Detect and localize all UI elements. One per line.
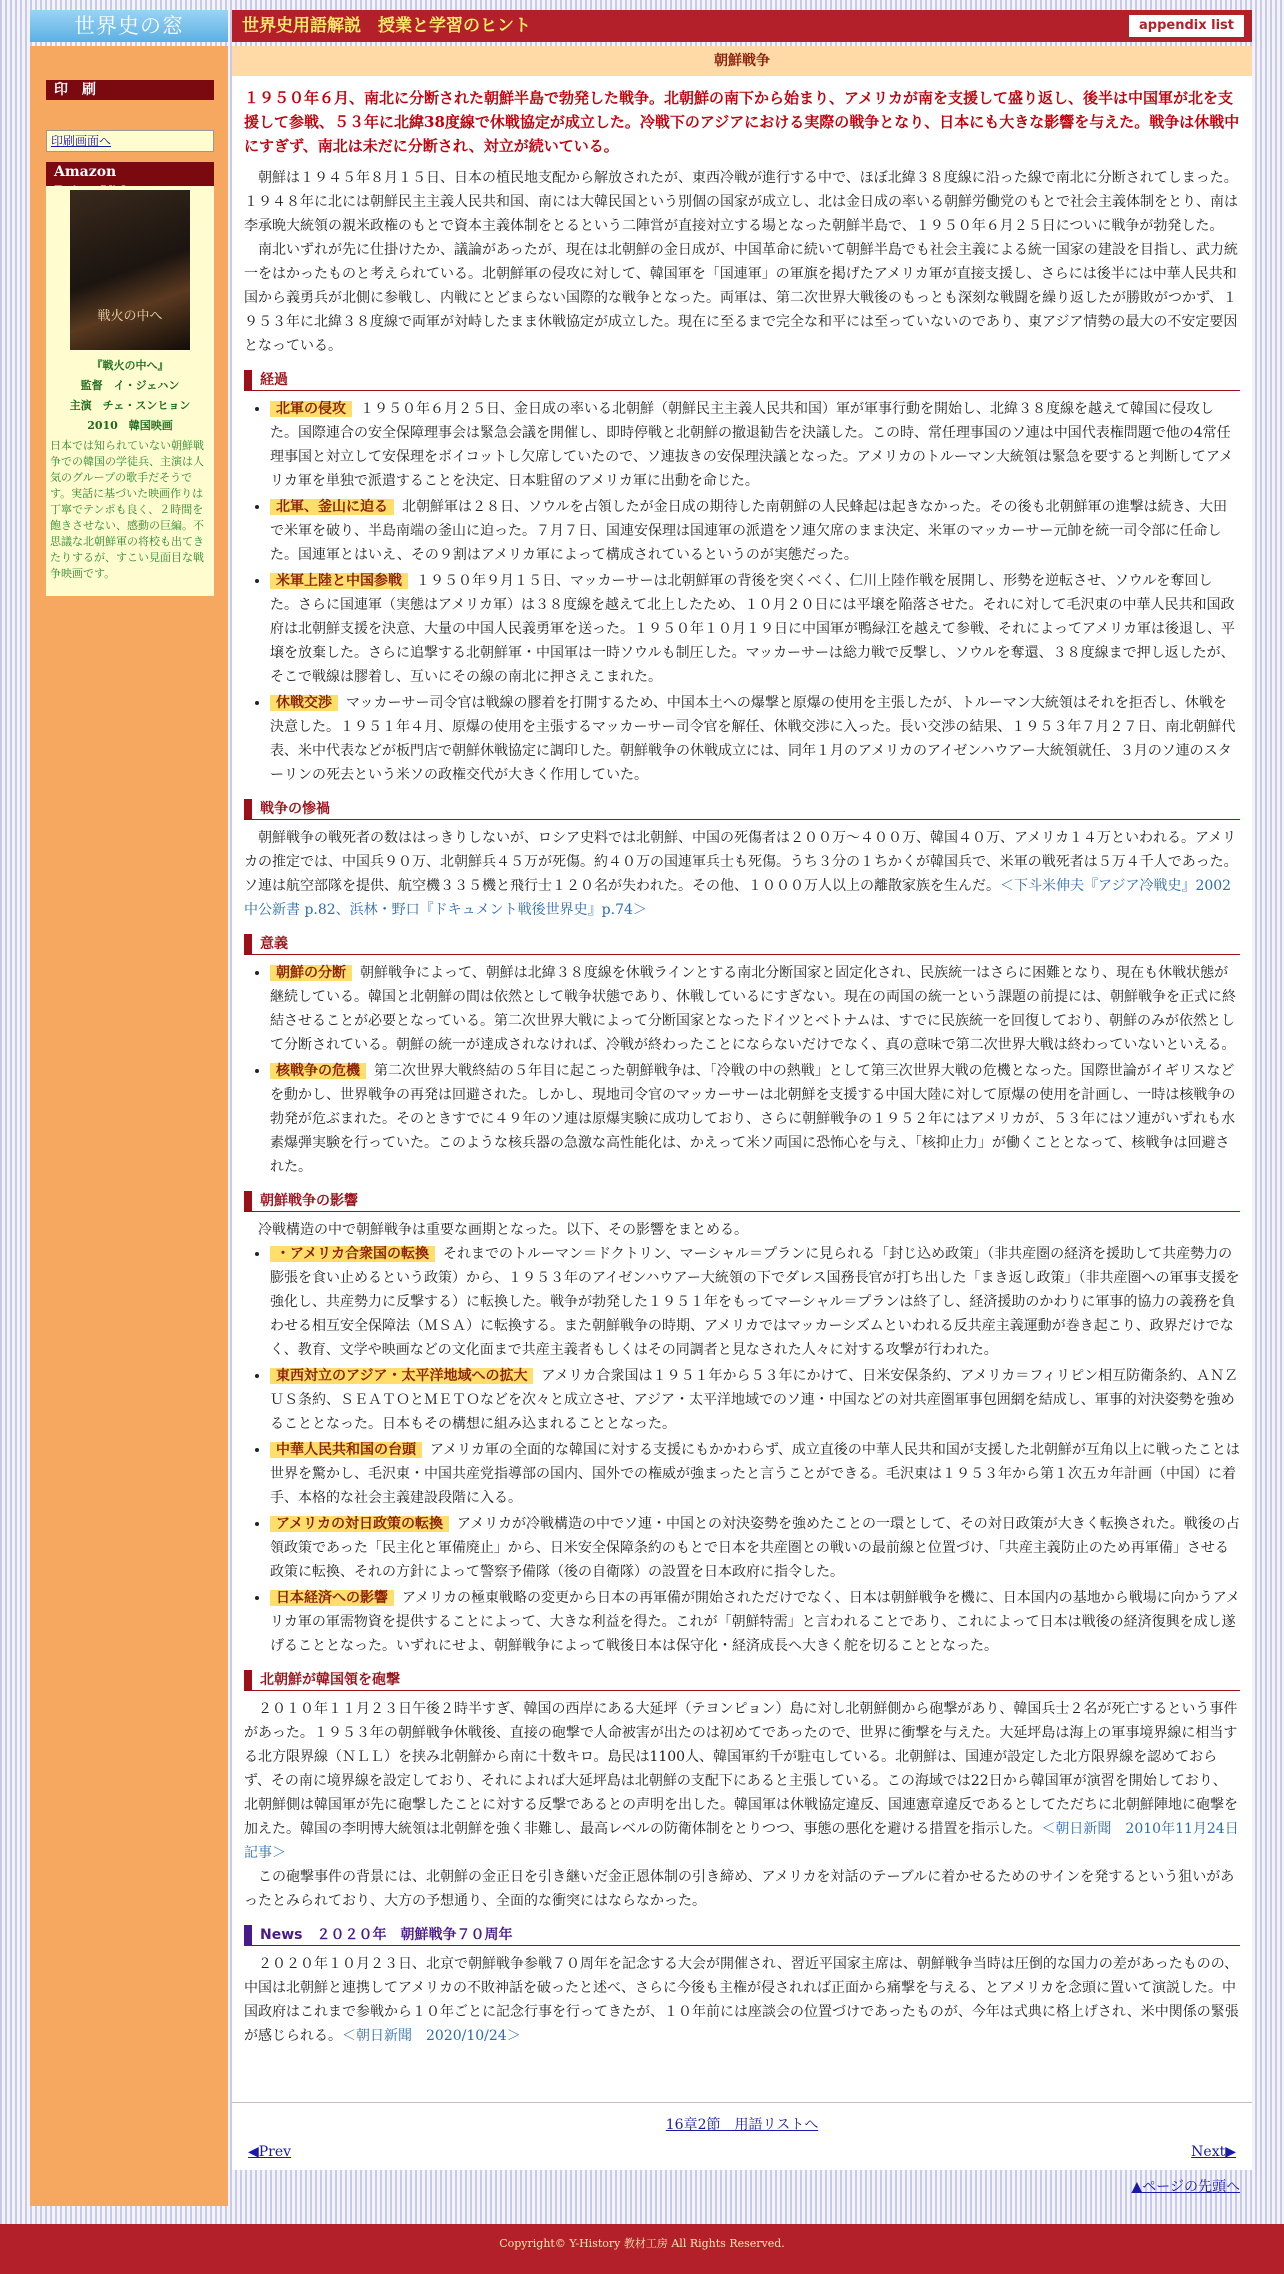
divider [232, 2102, 1252, 2103]
news-text: ２０２０年１０月２３日、北京で朝鮮戦争参戦７０周年を記念する大会が開催され、習近平国家主席は、朝鮮戦争当時は圧倒的な国力の差があったものの、中国は北朝鮮と連携してアメリカの不敗神話を破ったと述べ、さらに今後も主権が侵されれば正面から痛撃を与える、とアメリカを念頭に置いて演説した。中国政府はこれまで参戦から１０年ごとに記念行事を行ってきたが、１０年前には座談会の位置づけであったものが、今年は式典に格上げされ、米中関係の緊張が感じられる。 [244, 1956, 1239, 2044]
item-tag: 核戦争の危機 [270, 1063, 366, 1079]
list-item [270, 961, 1240, 1057]
misery-paragraph [244, 826, 1240, 922]
shelling-paragraph-2: この砲撃事件の背景には、北朝鮮の金正日を引き継いだ金正恩体制の引き締め、アメリカを対話のテーブルに着かせるためのサインを発するという狙いがあったとみられており、大方の予想通り、全面的な衝突にはならなかった。 [244, 1869, 1235, 1909]
item-tag: アメリカの対日政策の転換 [270, 1516, 449, 1532]
item-tag: ・アメリカ合衆国の転換 [270, 1246, 435, 1262]
shelling-citation: ＜朝日新聞 2010年11月24日記事＞ [244, 1821, 1239, 1861]
news-citation: ＜朝日新聞 2020/10/24＞ [342, 2028, 521, 2044]
main-content [232, 46, 1252, 2170]
list-item [270, 1438, 1240, 1510]
news-paragraph [244, 1952, 1240, 2048]
footer: Copyright© Y-History 教材工房 All Rights Reserved. [0, 2224, 1284, 2274]
print-link[interactable] [46, 130, 214, 152]
heading-course: 経過 [244, 370, 1240, 391]
item-text: １９５０年６月２５日、金日成の率いる北朝鮮（朝鮮民主主義人民共和国）軍が軍事行動を開始し、北緯３８度線を越えて韓国に侵攻した。国際連合の安全保障理事会は緊急会議を開催し、即時停戦と北朝鮮の撤退勧告を決議した。この時、常任理事国のソ連は中国代表権問題で他の4常任理事国と対立して安保理をボイコットし欠席していたので、ソ連抜きの安保理決議となった。アメリカのトルーマン大統領は緊急を要すると判断してアメリカ軍を単独で派遣することを決定、日本駐留のアメリカ軍に出動を命じた。 [270, 401, 1234, 489]
list-item [270, 495, 1240, 567]
impact-lead: 冷戦構造の中で朝鮮戦争は重要な画期となった。以下、その影響をまとめる。 [258, 1222, 748, 1238]
heading-news: News ２０２０年 朝鮮戦争７０周年 [244, 1925, 1240, 1946]
print-heading: 印 刷 [46, 80, 214, 100]
item-tag: 北軍の侵攻 [270, 401, 352, 417]
movie-info [46, 356, 214, 436]
item-tag: 北軍、釜山に迫る [270, 499, 394, 515]
next-link[interactable]: Next▶ [1191, 2144, 1236, 2160]
item-tag: 東西対立のアジア・太平洋地域への拡大 [270, 1368, 533, 1384]
movie-description: 日本では知られていない朝鮮戦争での韓国の学徒兵、主演は人気のグループの歌手だそうです。実話に基づいた映画作りは丁寧でテンポも良く、２時間を飽きさせない、感動の巨編。不思議な北朝鮮軍の将校も出てきたりするが、すこい見面目な戦争映画です。 [50, 439, 204, 580]
item-text: 北朝鮮軍は２８日、ソウルを占領したが金日成の期待した南朝鮮の人民蜂起は起きなかった。その後も北朝鮮軍の進撃は続き、大田で米軍を破り、半島南端の釜山に迫った。７月７日、国連安保理は国連軍の派遣をソ連欠席のまま決定、米軍のマッカーサー元帥を統一司令部に任命した。国連軍とはいえ、その９割はアメリカ軍によって構成されているというのが実態だった。 [270, 499, 1228, 563]
heading-impact: 朝鮮戦争の影響 [244, 1191, 1240, 1212]
list-item [270, 691, 1240, 787]
movie-director: 監督 イ・ジェハン [80, 379, 180, 392]
page-top-link-row [232, 2176, 1252, 2196]
heading-shelling: 北朝鮮が韓国領を砲撃 [244, 1670, 1240, 1691]
item-tag: 朝鮮の分断 [270, 965, 352, 981]
course-list [244, 397, 1240, 787]
item-text: １９５０年９月１５日、マッカーサーは北朝鮮軍の背後を突くべく、仁川上陸作戦を展開し、形勢を逆転させ、ソウルを奪回した。さらに国連軍（実態はアメリカ軍）は３８度線を越えて北上したため、１０月２０日には平壌を陥落させた。それに対して毛沢東の中華人民共和国政府は北朝鮮支援を決意、大量の中国人民義勇軍を送った。１９５０年１０月１９日に中国軍が鴨緑江を越えて参戦、それによってアメリカ軍は後退し、平壌を放棄した。さらに追撃する北朝鮮軍・中国軍は一時ソウルも制圧した。マッカーサーは総力戦で反撃し、ソウルを奪還、３８度線まで押し返したが、そこで戦線は膠着し、互いにその線の南北に押さえこまれた。 [270, 573, 1236, 685]
appendix-list-button[interactable]: appendix list [1129, 15, 1244, 37]
page-top-link[interactable]: ▲ページの先頭へ [1131, 2179, 1240, 2195]
prev-link[interactable]: ◀Prev [248, 2144, 292, 2160]
impact-list [244, 1242, 1240, 1658]
list-item [270, 397, 1240, 493]
item-text: アメリカの極東戦略の変更から日本の再軍備が開始されただけでなく、日本は朝鮮戦争を機に、日本国内の基地から戦場に向かうアメリカ軍の軍需物資を提供することによって、大きな利益を得た。これが「朝鮮特需」と言われることであり、これによって日本は戦後の経済復興を成し遂げることとなった。いずれにせよ、朝鮮戦争によって戦後日本は保守化・経済成長へ大きく舵を切ることとなった。 [270, 1590, 1240, 1654]
list-item [270, 1586, 1240, 1658]
item-text: アメリカ軍の全面的な韓国に対する支援にもかかわらず、成立直後の中華人民共和国が支援した北朝鮮が互角以上に戦ったことは世界を驚かし、毛沢東・中国共産党指導部の国内、国外での権威が強まったと言うことができる。毛沢東は１９５３年から第１次五カ年計画（中国）に着手、本格的な社会主義建設段階に入る。 [270, 1442, 1240, 1506]
meaning-list [244, 961, 1240, 1179]
movie-box [46, 186, 214, 596]
movie-poster-image[interactable] [70, 190, 190, 350]
heading-misery: 戦争の惨禍 [244, 799, 1240, 820]
list-item [270, 1242, 1240, 1362]
movie-title: 『戦火の中へ』 [91, 359, 169, 372]
list-item [270, 1059, 1240, 1179]
item-text: それまでのトルーマン＝ドクトリン、マーシャル＝プランに見られる「封じ込め政策」（非共産圏の経済を援助して共産勢力の膨張を食い止めるという政策）から、１９５３年のアイゼンハウアー大統領の下でダレス国務長官が打ち出した「まき返し政策」（非共産圏への軍事支援を強化し、共産勢力に反撃する）に転換した。戦争が勃発した１９５１年をもってマーシャル＝プランは終了し、経済援助のかわりに軍事的協力の義務を負わせる相互安全保障法（ＭＳＡ）に転換する。また朝鮮戦争の時期、アメリカではマッカーシズムといわれる反共産主義運動が巻き起こり、政界だけでなく、教育、文学や映画などの文化面まで共産主義者もしくはその同調者と見なされた人々に対する攻撃が行われた。 [270, 1246, 1240, 1358]
item-tag: 日本経済への影響 [270, 1590, 394, 1606]
site-title-bar [232, 10, 1252, 42]
item-tag: 休戦交渉 [270, 695, 338, 711]
section-title: 朝鮮戦争 [232, 46, 1252, 76]
site-logo[interactable]: 世界史の窓 [30, 10, 228, 42]
print-link-text[interactable]: 印刷画面へ [51, 134, 112, 148]
item-tag: 中華人民共和国の台頭 [270, 1442, 422, 1458]
item-text: 第二次世界大戦終結の５年目に起こった朝鮮戦争は、「冷戦の中の熱戦」として第三次世界大戦の危機となった。国際世論がイギリスなどを動かし、世界戦争の再発は回避された。しかし、現地司令官のマッカーサーは北朝鮮を支援する中国大陸に対して原爆の使用を計画し、一時は核戦争の勃発が危ぶまれた。そのときすでに４９年のソ連は原爆実験に成功しており、さらに朝鮮戦争の１９５２年にはアメリカが、５３年にはソ連がいずれも水素爆弾実験を行っていた。このような核兵器の急激な高性能化は、かえって米ソ両国に恐怖心を与え、「核抑止力」が働くこととなって、核戦争は回避された。 [270, 1063, 1236, 1175]
sidebar [30, 46, 228, 2206]
shelling-paragraph-1 [244, 1697, 1240, 1865]
poster-title: 戦火の中へ [97, 309, 163, 324]
movie-year: 2010 韓国映画 [87, 419, 173, 432]
item-tag: 米軍上陸と中国参戦 [270, 573, 408, 589]
movie-cast: 主演 チェ・スンヒョン [69, 399, 191, 412]
list-item [270, 1512, 1240, 1584]
item-text: アメリカが冷戦構造の中でソ連・中国との対決姿勢を強めたことの一環として、その対日政策が大きく転換された。戦後の占領政策であった「民主化と軍備廃止」から、日米安全保障条約のもとで日本を共産圏との戦いの最前線と位置づけ、「共産主義防止のため再軍備」させる政策に転換、それの方針によって警察予備隊（後の自衛隊）の設置を日本政府に指令した。 [270, 1516, 1240, 1580]
list-item [270, 1364, 1240, 1436]
site-title: 世界史用語解説 授業と学習のヒント [242, 16, 531, 36]
heading-meaning: 意義 [244, 934, 1240, 955]
misery-text: 朝鮮戦争の戦死者の数ははっきりしないが、ロシア史料では北朝鮮、中国の死傷者は２００万～４００万、韓国４０万、アメリカ１４万といわれる。アメリカの推定では、中国兵９０万、北朝鮮兵４５万が死傷。約４０万の国連軍兵士も死傷。うち３分の１ちかくが韓国兵で、米軍の戦死者は５万４千人であった。ソ連は航空部隊を提供、航空機３３５機と飛行士１２０名が失われた。その他、１０００万人以上の離散家族を生んだ。 [244, 830, 1238, 894]
item-text: 朝鮮戦争によって、朝鮮は北緯３８度線を休戦ラインとする南北分断国家と固定化され、民族統一はさらに困難となり、現在も休戦状態が継続している。韓国と北朝鮮の間は依然として戦争状態であり、休戦しているにすぎない。現在の両国の統一という課題の前提には、朝鮮戦争を正式に終結させることが必要となっている。第二次世界大戦によって分断国家となったドイツとベトナムは、すでに民族統一を回復しており、朝鮮のみが依然として分断されている。朝鮮の統一が達成されなければ、冷戦が終わったことにならないだけでなく、真の意味で第二次世界大戦は終わっていないといえる。 [270, 965, 1236, 1053]
list-item [270, 569, 1240, 689]
term-list-link[interactable]: 16章2節 用語リストへ [665, 2117, 819, 2133]
item-text: マッカーサー司令官は戦線の膠着を打開するため、中国本土への爆撃と原爆の使用を主張したが、トルーマン大統領はそれを拒否し、休戦を決意した。１９５１年４月、原爆の使用を主張するマッカーサー司令官を解任、休戦交渉に入った。長い交渉の結果、１９５３年７月２７日、南北朝鮮代表、米中代表などが板門店で朝鮮休戦協定に調印した。朝鮮戦争の休戦成立には、同年１月のアメリカのアイゼンハウアー大統領就任、３月のソ連のスターリンの死去という米ソの政権交代が大きく作用していた。 [270, 695, 1236, 783]
paragraph-2: 南北いずれが先に仕掛けたか、議論があったが、現在は北朝鮮の金日成が、中国革命に続いて朝鮮半島でも社会主義による統一国家の建設を目指し、武力統一をはかったものと考えられている。北朝鮮軍の侵攻に対して、韓国軍を「国連軍」の軍旗を掲げたアメリカ軍が直接支援し、さらには後半には中華人民共和国から義勇兵が北側に参戦し、内戦にとどまらない国際的な戦争となった。両軍は、第二次世界大戦後のもっとも深刻な戦闘を繰り返したが勝敗がつかず、１９５３年に北緯３８度線で両軍が対峙したまま休戦協定が成立した。現在に至るまで完全な和平には至っていないのであり、東アジア情勢の最大の不安定要因となっている。 [244, 242, 1238, 354]
amazon-heading: Amazon [46, 162, 214, 202]
article-body [232, 86, 1252, 2048]
bottom-navigation [232, 2090, 1252, 2170]
paragraph-1: 朝鮮は１９４５年８月１５日、日本の植民地支配から解放されたが、東西冷戦が進行する中で、ほぼ北緯３８度線に沿った線で南北に分断されてしまった。１９４８年に北には朝鮮民主主義人民共和国、南には大韓民国という別個の国家が成立し、北は金日成の率いる朝鮮労働党のもとで社会主義体制をとり、南は李承晩大統領の親米政権のもとで資本主義体制をとるという二陣営が直接対立する場となった朝鮮半島で、１９５０年６月２５日についに戦争が勃発した。 [244, 170, 1238, 234]
misery-citation: ＜下斗米伸夫『アジア冷戦史』2002中公新書 p.82、浜林・野口『ドキュメント戦後世界史』p.74＞ [244, 878, 1232, 918]
item-text: アメリカ合衆国は１９５１年から５３年にかけて、日米安保条約、アメリカ＝フィリピン相互防衛条約、ＡＮＺＵＳ条約、ＳＥＡＴＯとＭＥＴＯなどを次々と成立させ、アジア・太平洋地域でのソ連・中国などの対共産圏軍事包囲網を結成し、軍事的対決姿勢を強めることとなった。日本もその構想に組み込まれることとなった。 [270, 1368, 1239, 1432]
intro-summary: １９５０年６月、南北に分断された朝鮮半島で勃発した戦争。北朝鮮の南下から始まり、アメリカが南を支援して盛り返し、後半は中国軍が北を支援して参戦、５３年に北緯38度線で休戦協定が成立した。冷戦下のアジアにおける実際の戦争となり、日本にも大きな影響を与えた。戦争は休戦中にすぎず、南北は未だに分断され、対立が続いている。 [244, 89, 1240, 155]
shelling-text-1: ２０１０年１１月２３日午後２時半すぎ、韓国の西岸にある大延坪（テヨンピョン）島に対し北朝鮮側から砲撃があり、韓国兵士２名が死亡するという事件があった。１９５３年の朝鮮戦争休戦後、直接の砲撃で人命被害が出たのは初めてであったので、世界に衝撃を与えた。大延坪島は海上の軍事境界線に相当する北方限界線（ＮＬＬ）を挟み北朝鮮から南に十数キロ。島民は1100人、韓国軍約千が駐屯している。北朝鮮は、国連が設定した北方限界線を認めておらず、その南に境界線を設定しており、それによれば大延坪島は北朝鮮の支配下にあると主張している。この海域では22日から韓国軍が演習を開始しており、北朝鮮側は韓国軍が先に砲撃したことに対する反撃であるとの声明を出した。韓国軍は休戦協定違反、国連憲章違反であるとしてただちに北朝鮮陣地に砲撃を加えた。韓国の李明博大統領は北朝鮮を強く非難し、最高レベルの防衛体制をとりつつ、事態の悪化を避ける措置を指示した。 [244, 1701, 1238, 1837]
